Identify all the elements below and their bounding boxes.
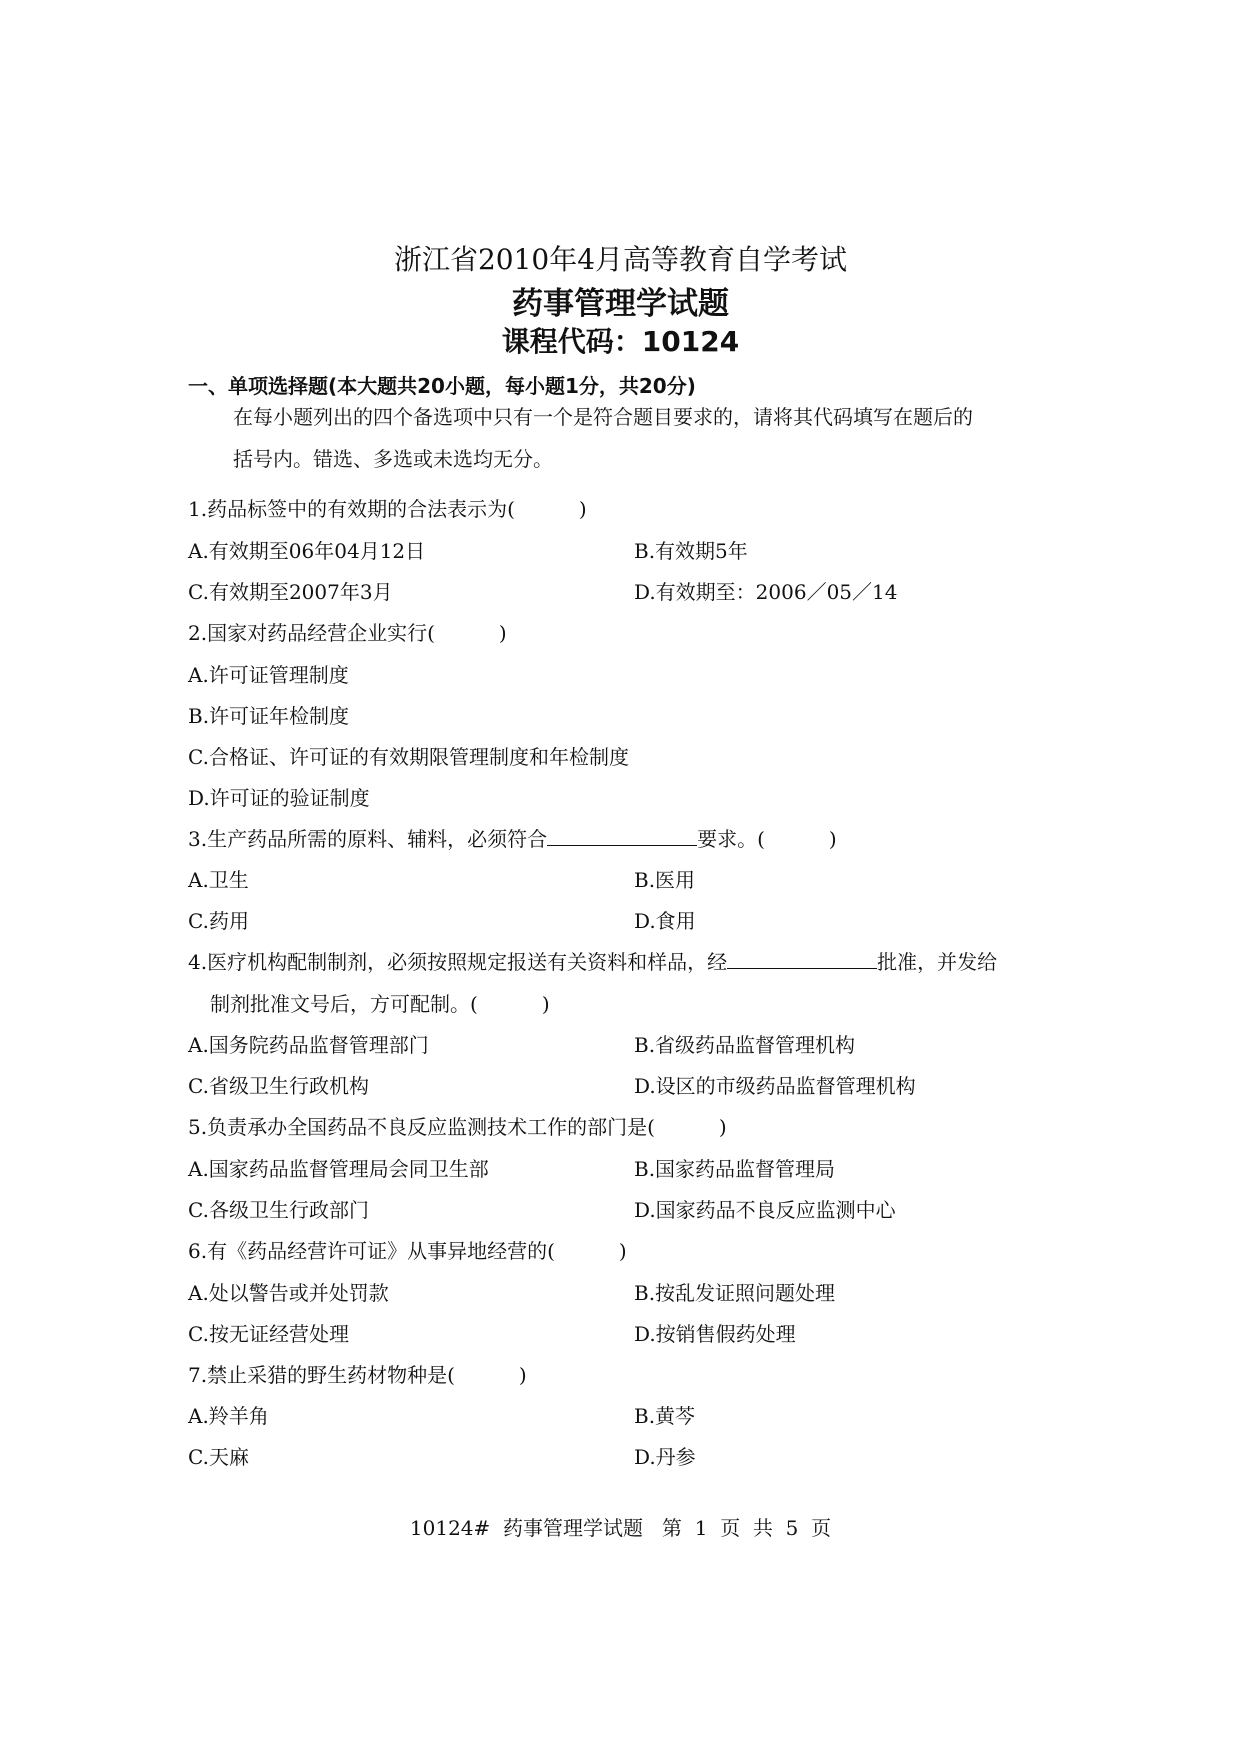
q1-option-c: C.有效期至2007年3月 (188, 580, 393, 604)
question-6-close: ) (618, 1239, 627, 1263)
q6-option-b: B.按乱发证照问题处理 (634, 1281, 836, 1305)
section-instruction-1: 在每小题列出的四个备选项中只有一个是符合题目要求的，请将其代码填写在题后的 (233, 405, 973, 429)
question-7-stem: 7.禁止采猎的野生药材物种是( (188, 1363, 455, 1387)
question-6 (188, 1235, 1058, 1264)
exam-title: 浙江省2010年4月高等教育自学考试 (393, 243, 848, 276)
question-4-stem-a: 4.医疗机构配制制剂，必须按照规定报送有关资料和样品，经 (188, 950, 728, 974)
q3-option-b: B.医用 (634, 868, 696, 892)
q7-option-a: A.羚羊角 (188, 1404, 269, 1428)
question-5-close: ) (718, 1115, 727, 1139)
q7-option-c: C.天麻 (188, 1445, 249, 1469)
question-3 (188, 823, 1058, 852)
question-5-stem: 5.负责承办全国药品不良反应监测技术工作的部门是( (188, 1115, 655, 1139)
question-1-stem: 1.药品标签中的有效期的合法表示为( (188, 497, 515, 521)
q5-option-b: B.国家药品监督管理局 (634, 1157, 836, 1181)
q6-option-a: A.处以警告或并处罚款 (188, 1281, 389, 1305)
q2-option-d: D.许可证的验证制度 (188, 786, 370, 810)
question-7-close: ) (518, 1363, 527, 1387)
q3-option-a: A.卫生 (188, 868, 249, 892)
question-4-stem-line2: 制剂批准文号后，方可配制。( (210, 992, 478, 1016)
question-2-stem: 2.国家对药品经营企业实行( (188, 621, 435, 645)
q7-option-b: B.黄芩 (634, 1404, 696, 1428)
question-3-close: ) (828, 827, 837, 851)
course-code: 课程代码：10124 (501, 325, 740, 358)
subject-title: 药事管理学试题 (512, 286, 729, 322)
q1-option-a: A.有效期至06年04月12日 (188, 539, 426, 563)
section-heading: 一、单项选择题(本大题共20小题，每小题1分，共20分) (188, 374, 696, 398)
question-4-blank (727, 952, 877, 969)
question-3-stem-a: 3.生产药品所需的原料、辅料，必须符合 (188, 827, 548, 851)
q4-option-a: A.国务院药品监督管理部门 (188, 1033, 429, 1057)
question-5 (188, 1111, 1058, 1140)
question-1 (188, 493, 1058, 522)
q3-option-d: D.食用 (634, 909, 696, 933)
question-3-stem-b: 要求。( (697, 827, 765, 851)
q6-option-c: C.按无证经营处理 (188, 1322, 349, 1346)
question-1-close: ) (578, 497, 587, 521)
question-6-stem: 6.有《药品经营许可证》从事异地经营的( (188, 1239, 555, 1263)
q4-option-b: B.省级药品监督管理机构 (634, 1033, 856, 1057)
question-3-blank (547, 829, 697, 846)
q1-option-b: B.有效期5年 (634, 539, 748, 563)
q3-option-c: C.药用 (188, 909, 249, 933)
question-4-close: ) (541, 992, 550, 1016)
question-2 (188, 617, 1058, 646)
q2-option-b: B.许可证年检制度 (188, 704, 350, 728)
q4-option-d: D.设区的市级药品监督管理机构 (634, 1074, 916, 1098)
question-2-close: ) (498, 621, 507, 645)
section-instruction-2: 括号内。错选、多选或未选均无分。 (233, 447, 553, 471)
question-7 (188, 1359, 1058, 1388)
q5-option-c: C.各级卫生行政部门 (188, 1198, 369, 1222)
q6-option-d: D.按销售假药处理 (634, 1322, 796, 1346)
page-footer: 10124# 药事管理学试题 第 1 页 共 5 页 (409, 1516, 832, 1540)
q2-option-a: A.许可证管理制度 (188, 663, 349, 687)
q2-option-c: C.合格证、许可证的有效期限管理制度和年检制度 (188, 745, 629, 769)
q5-option-a: A.国家药品监督管理局会同卫生部 (188, 1157, 489, 1181)
question-4-stem-b: 批准，并发给 (877, 950, 998, 974)
question-4 (188, 946, 1058, 975)
q5-option-d: D.国家药品不良反应监测中心 (634, 1198, 896, 1222)
q4-option-c: C.省级卫生行政机构 (188, 1074, 369, 1098)
q7-option-d: D.丹参 (634, 1445, 696, 1469)
question-4-line-2 (210, 988, 1080, 1017)
q1-option-d: D.有效期至：2006／05／14 (634, 580, 898, 604)
